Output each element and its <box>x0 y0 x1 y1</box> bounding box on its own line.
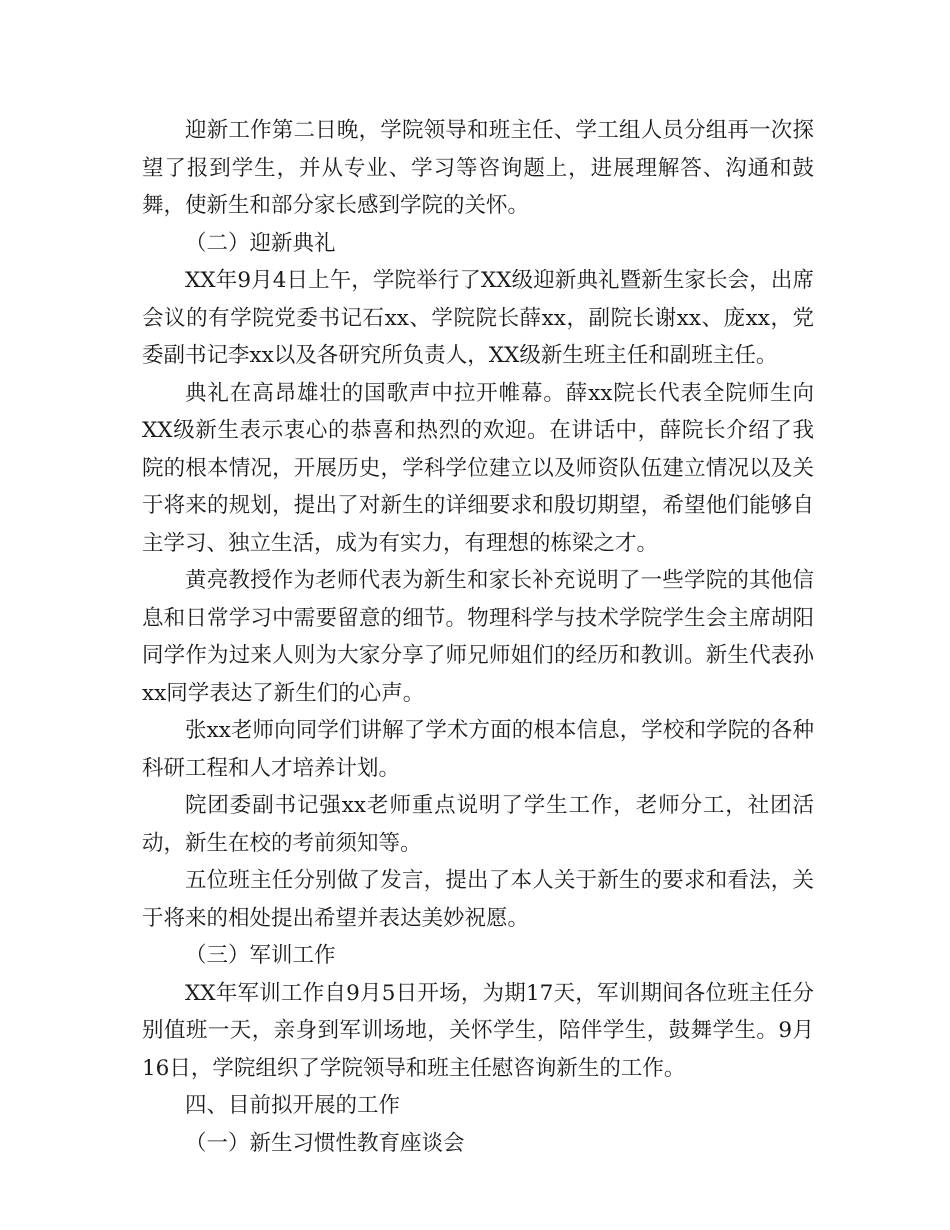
paragraph-dean-speech: 典礼在高昂雄壮的国歌声中拉开帷幕。薛xx院长代表全院师生向XX级新生表示衷心的恭喜和热烈的欢迎。在讲话中，薛院长介绍了我院的根本情况，开展历史，学科学位建立以及师资队伍建立情况以及关于将来的规划，提出了对新生的详细要求和殷切期望，希望他们能够自主学习、独立生活，成为有实力，有理想的栋梁之才。 <box>142 380 814 556</box>
section-heading-welcome-ceremony: （二）迎新典礼 <box>185 230 336 256</box>
paragraph-ceremony-attendees: XX年9月4日上午，学院举行了XX级迎新典礼暨新生家长会，出席会议的有学院党委书记石xx、学院院长薛xx，副院长谢xx、庞xx，党委副书记李xx以及各研究所负责人，XX级新生班主任和副班主任。 <box>142 268 814 368</box>
paragraph-student-work: 院团委副书记强xx老师重点说明了学生工作，老师分工，社团活动，新生在校的考前须知等。 <box>142 793 814 856</box>
section-heading-planned-work: 四、目前拟开展的工作 <box>185 1093 401 1118</box>
paragraph-teacher-representative: 黄亮教授作为老师代表为新生和家长补充说明了一些学院的其他信息和日常学习中需要留意的细节。物理科学与技术学院学生会主席胡阳同学作为过来人则为大家分享了师兄师姐们的经历和教训。新生代表孙xx同学表达了新生们的心声。 <box>142 568 814 706</box>
section-heading-military-training: （三）军训工作 <box>185 943 336 968</box>
paragraph-welcome-visit: 迎新工作第二日晚，学院领导和班主任、学工组人员分组再一次探望了报到学生，并从专业、学习等咨询题上，进展理解答、沟通和鼓舞，使新生和部分家长感到学院的关怀。 <box>142 118 814 218</box>
paragraph-military-training: XX年军训工作自9月5日开场，为期17天，军训期间各位班主任分别值班一天，亲身到军训场地，关怀学生，陪伴学生，鼓舞学生。9月16日，学院组织了学院领导和班主任慰咨询新生的工作。 <box>142 980 814 1081</box>
paragraph-head-teachers: 五位班主任分别做了发言，提出了本人关于新生的要求和看法，关于将来的相处提出希望并表达美妙祝愿。 <box>142 868 814 931</box>
document-body <box>142 112 814 1162</box>
section-heading-habit-seminar: （一）新生习惯性教育座谈会 <box>185 1130 465 1156</box>
paragraph-academic-info: 张xx老师向同学们讲解了学术方面的根本信息，学校和学院的各种科研工程和人才培养计划。 <box>142 718 814 781</box>
